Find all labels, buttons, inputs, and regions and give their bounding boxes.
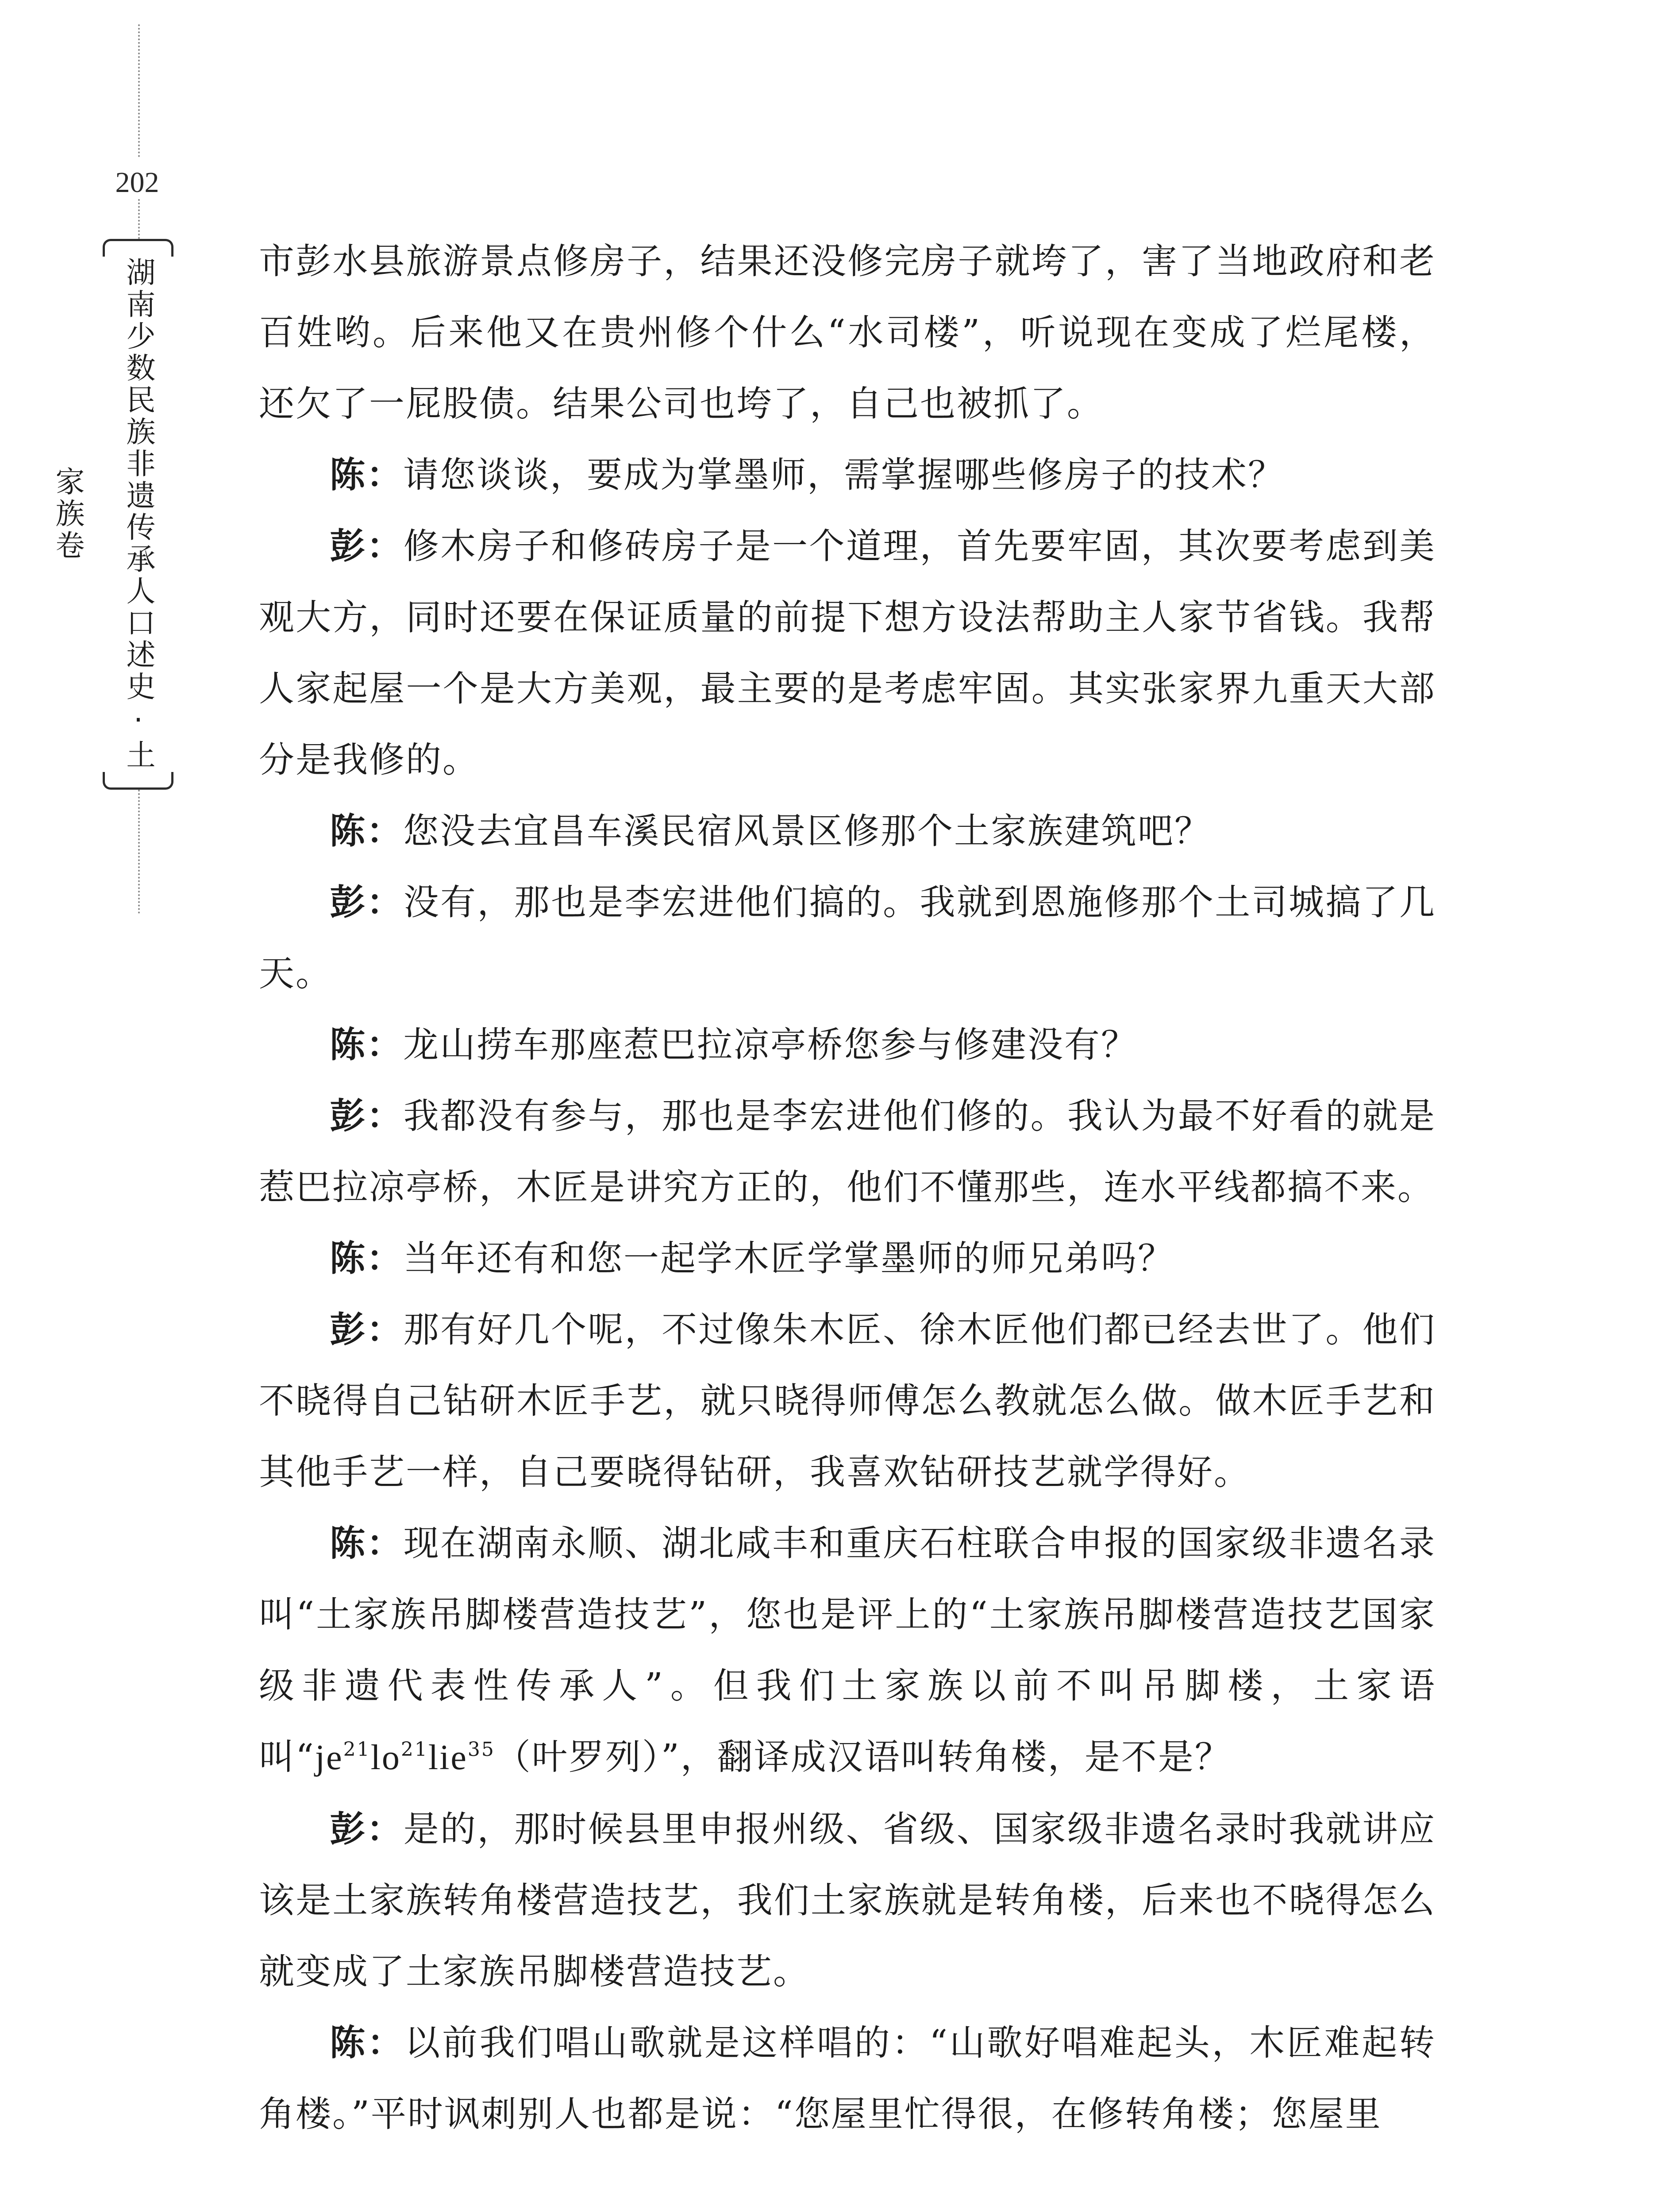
- dialogue-paragraph: [259, 1223, 1436, 1294]
- running-title-box: [50, 239, 173, 790]
- speaker-label: 陈：: [330, 1522, 404, 1564]
- dialogue-paragraph: [259, 439, 1436, 511]
- dialogue-paragraph: [259, 867, 1436, 1009]
- dialogue-paragraph: [259, 1009, 1436, 1080]
- dialogue-text: 没有，那也是李宏进他们搞的。我就到恩施修那个土司城搞了几天。: [259, 882, 1436, 994]
- tone-number: 21: [343, 1738, 371, 1761]
- dialogue-text: 我都没有参与，那也是李宏进他们修的。我认为最不好看的就是惹巴拉凉亭桥，木匠是讲究方正的，他们不懂那些，连水平线都搞不来。: [259, 1095, 1436, 1208]
- dialogue-paragraph: [259, 1294, 1436, 1508]
- dialogue-text: （叶罗列）”，翻译成汉语叫转角楼，是不是？: [495, 1736, 1232, 1778]
- margin-dotted-line-top: [138, 24, 140, 157]
- margin-dotted-line-bottom: [138, 790, 140, 914]
- speaker-label: 陈：: [330, 810, 403, 852]
- dialogue-paragraph: [259, 795, 1436, 867]
- dialogue-paragraph: [259, 2007, 1436, 2150]
- speaker-label: 陈：: [330, 1024, 403, 1065]
- speaker-label: 陈：: [330, 1237, 403, 1279]
- dialogue-text: 那有好几个呢，不过像朱木匠、徐木匠他们都已经去世了。他们不晓得自己钻研木匠手艺，就只晓得师傅怎么教就怎么做。做木匠手艺和其他手艺一样，自己要晓得钻研，我喜欢钻研技艺就学得好。: [259, 1309, 1436, 1493]
- speaker-label: 彭：: [330, 1808, 404, 1850]
- body-text: [259, 226, 1436, 2150]
- pinyin-syllable: lie: [428, 1738, 468, 1777]
- speaker-label: 彭：: [330, 1309, 404, 1350]
- pinyin-syllable: lo: [370, 1738, 401, 1777]
- dialogue-text: 请您谈谈，要成为掌墨师，需掌握哪些修房子的技术？: [403, 454, 1285, 495]
- dialogue-paragraph: [259, 1508, 1436, 1793]
- margin-dotted-line-middle: [138, 199, 140, 239]
- paragraph-continued: 市彭水县旅游景点修房子，结果还没修完房子就垮了，害了当地政府和老百姓哟。后来他又在贵州修个什么“水司楼”，听说现在变成了烂尾楼，还欠了一屁股债。结果公司也垮了，自己也被抓了。: [259, 241, 1436, 424]
- dialogue-text: 是的，那时候县里申报州级、省级、国家级非遗名录时我就讲应该是土家族转角楼营造技艺，我们土家族就是转角楼，后来也不晓得怎么就变成了土家族吊脚楼营造技艺。: [259, 1809, 1436, 1992]
- dialogue-text: 龙山捞车那座惹巴拉凉亭桥您参与修建没有？: [403, 1024, 1138, 1065]
- dialogue-text: 当年还有和您一起学木匠学掌墨师的师兄弟吗？: [403, 1238, 1174, 1279]
- running-title-bracket-bottom: [103, 772, 173, 790]
- tone-number: 35: [467, 1738, 495, 1761]
- page-number: 202: [115, 166, 159, 199]
- pinyin-syllable: je: [315, 1738, 343, 1777]
- speaker-label: 彭：: [330, 525, 404, 567]
- speaker-label: 彭：: [330, 1095, 404, 1137]
- dialogue-text: 修木房子和修砖房子是一个道理，首先要牢固，其次要考虑到美观大方，同时还要在保证质量的前提下想方设法帮助主人家节省钱。我帮人家起屋一个是大方美观，最主要的是考虑牢固。其实张家界九重天大部分是我修的。: [259, 526, 1436, 780]
- speaker-label: 彭：: [330, 881, 404, 923]
- dialogue-text: 您没去宜昌车溪民宿风景区修那个土家族建筑吧？: [403, 810, 1211, 852]
- dialogue-text: 以前我们唱山歌就是这样唱的：“山歌好唱难起头，木匠难起转角楼。”平时讽刺别人也都是说：“您屋里忙得很，在修转角楼；您屋里: [259, 2022, 1436, 2135]
- tone-number: 21: [400, 1738, 428, 1761]
- running-title: 湖南少数民族非遗传承人口述史·土家族卷: [50, 257, 155, 772]
- dialogue-paragraph: [259, 1793, 1436, 2007]
- dialogue-paragraph: [259, 1080, 1436, 1223]
- speaker-label: 陈：: [330, 2022, 405, 2063]
- dialogue-text: 现在湖南永顺、湖北咸丰和重庆石柱联合申报的国家级非遗名录叫“土家族吊脚楼营造技艺”，您也是评上的“土家族吊脚楼营造技艺国家级非遗代表性传承人”。但我们土家族以前不叫吊脚楼，土家语叫“: [259, 1523, 1436, 1778]
- dialogue-paragraph: [259, 511, 1436, 795]
- speaker-label: 陈：: [330, 454, 403, 495]
